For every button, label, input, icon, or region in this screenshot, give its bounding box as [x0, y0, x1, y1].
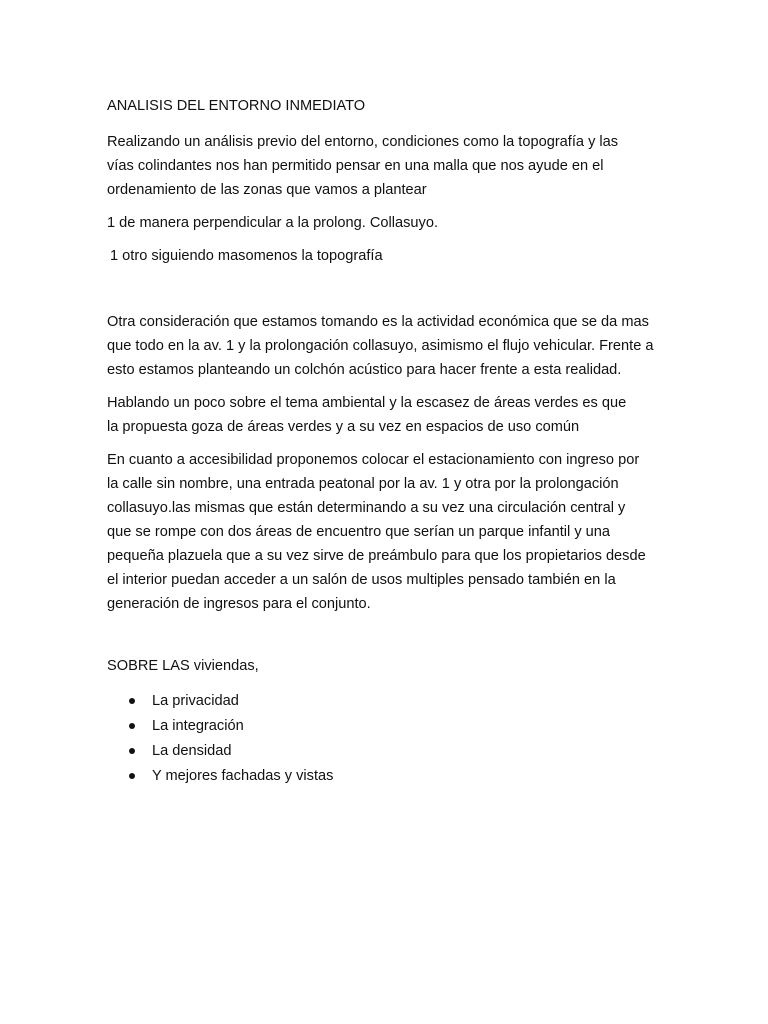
list-item-label: Y mejores fachadas y vistas	[152, 768, 334, 784]
spacer	[107, 382, 667, 391]
viviendas-heading: SOBRE LAS viviendas,	[107, 658, 259, 674]
paragraph-economic-activity: Otra consideración que estamos tomando es la actividad económica que se da mas que todo en la av. 1 y la prolongación collasuyo, asimismo el flujo vehicular. Frente a esto estamos planteando un colchón acústico para hacer frente a esta realidad.	[107, 314, 654, 378]
bullet-icon	[129, 748, 135, 754]
list-item-label: La privacidad	[152, 693, 239, 709]
spacer	[107, 268, 667, 310]
list-item	[107, 739, 667, 764]
paragraph-perpendicular: 1 de manera perpendicular a la prolong. Collasuyo.	[107, 215, 438, 231]
list-item-label: La integración	[152, 718, 244, 734]
spacer	[107, 235, 667, 244]
spacer	[107, 121, 667, 130]
document-page	[107, 94, 667, 789]
paragraph-other-topography: 1 otro siguiendo masomenos la topografía	[110, 248, 383, 264]
list-item	[107, 689, 667, 714]
spacer	[107, 439, 667, 448]
spacer	[107, 616, 667, 654]
spacer	[107, 202, 667, 211]
bullet-icon	[129, 723, 135, 729]
document-heading: ANALISIS DEL ENTORNO INMEDIATO	[107, 98, 366, 114]
list-item	[107, 764, 667, 789]
bullet-icon	[129, 773, 135, 779]
viviendas-bullet-list	[107, 689, 667, 789]
paragraph-accessibility: En cuanto a accesibilidad proponemos colocar el estacionamiento con ingreso por la calle sin nombre, una entrada peatonal por la av. 1 y otra por la prolongación collasuyo.las mismas que están determinando a su vez una circulación central y que se rompe con dos áreas de encuentro que serían un parque infantil y una pequeña plazuela que a su vez sirve de preámbulo para que los propietarios desde el interior puedan acceder a un salón de usos multiples pensado también en la generación de ingresos para el conjunto.	[107, 452, 646, 612]
paragraph-environment: Hablando un poco sobre el tema ambiental y la escasez de áreas verdes es que la propuesta goza de áreas verdes y a su vez en espacios de uso común	[107, 395, 627, 435]
list-item	[107, 714, 667, 739]
paragraph-topography: Realizando un análisis previo del entorno, condiciones como la topografía y las vías colindantes nos han permitido pensar en una malla que nos ayude en el ordenamiento de las zonas que vamos a plantear	[107, 134, 619, 198]
bullet-icon	[129, 698, 135, 704]
list-item-label: La densidad	[152, 743, 232, 759]
